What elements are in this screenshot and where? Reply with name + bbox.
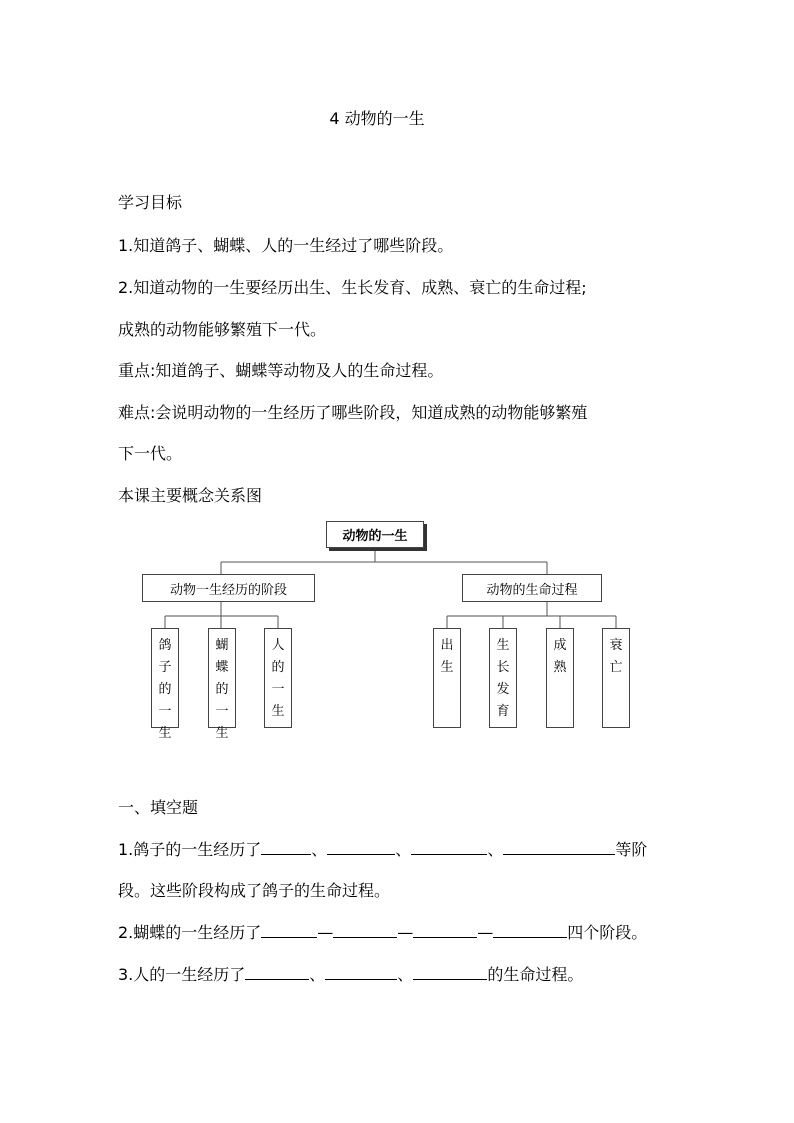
- objective-2: 2.知道动物的一生要经历出生、生长发育、成熟、衰亡的生命过程;: [118, 278, 587, 297]
- diagram-right-branch: 动物的生命过程: [462, 574, 602, 602]
- answer-blank[interactable]: [261, 838, 311, 855]
- diagram-root: 动物的一生: [326, 521, 424, 548]
- leaf-birth: 出 生: [433, 628, 461, 728]
- diagram-left-branch: 动物一生经历的阶段: [142, 574, 315, 602]
- question-1: 1.鸽子的一生经历了 、 、 、 等阶: [118, 840, 648, 859]
- leaf-human-life: 人 的 一 生: [264, 628, 292, 728]
- answer-blank[interactable]: [413, 921, 477, 938]
- objective-1: 1.知道鸽子、蝴蝶、人的一生经过了哪些阶段。: [118, 236, 454, 255]
- answer-blank[interactable]: [245, 963, 309, 980]
- difficulty: 难点:会说明动物的一生经历了哪些阶段，知道成熟的动物能够繁殖: [118, 403, 588, 422]
- question-3: 3.人的一生经历了 、 、 的生命过程。: [118, 965, 584, 984]
- answer-blank[interactable]: [261, 921, 317, 938]
- leaf-decline: 衰 亡: [602, 628, 630, 728]
- leaf-pigeon-life: 鸽 子 的 一 生: [151, 628, 179, 728]
- answer-blank[interactable]: [411, 838, 487, 855]
- answer-blank[interactable]: [413, 963, 487, 980]
- diagram-heading: 本课主要概念关系图: [118, 486, 263, 505]
- key-point: 重点:知道鸽子、蝴蝶等动物及人的生命过程。: [118, 361, 444, 380]
- question-2: 2.蝴蝶的一生经历了 — — — 四个阶段。: [118, 923, 648, 942]
- leaf-butterfly-life: 蝴 蝶 的 一 生: [208, 628, 236, 728]
- page-title: 4 动物的一生: [329, 109, 425, 128]
- answer-blank[interactable]: [503, 838, 615, 855]
- answer-blank[interactable]: [327, 838, 395, 855]
- objective-2-cont: 成熟的动物能够繁殖下一代。: [118, 320, 327, 339]
- leaf-maturity: 成 熟: [546, 628, 574, 728]
- difficulty-cont: 下一代。: [118, 444, 183, 463]
- question-1-cont: 段。这些阶段构成了鸽子的生命过程。: [118, 881, 391, 900]
- answer-blank[interactable]: [325, 963, 397, 980]
- exercise-heading: 一、填空题: [118, 798, 199, 817]
- answer-blank[interactable]: [333, 921, 397, 938]
- objectives-heading: 学习目标: [118, 193, 183, 212]
- answer-blank[interactable]: [493, 921, 567, 938]
- leaf-growth: 生 长 发 育: [489, 628, 517, 728]
